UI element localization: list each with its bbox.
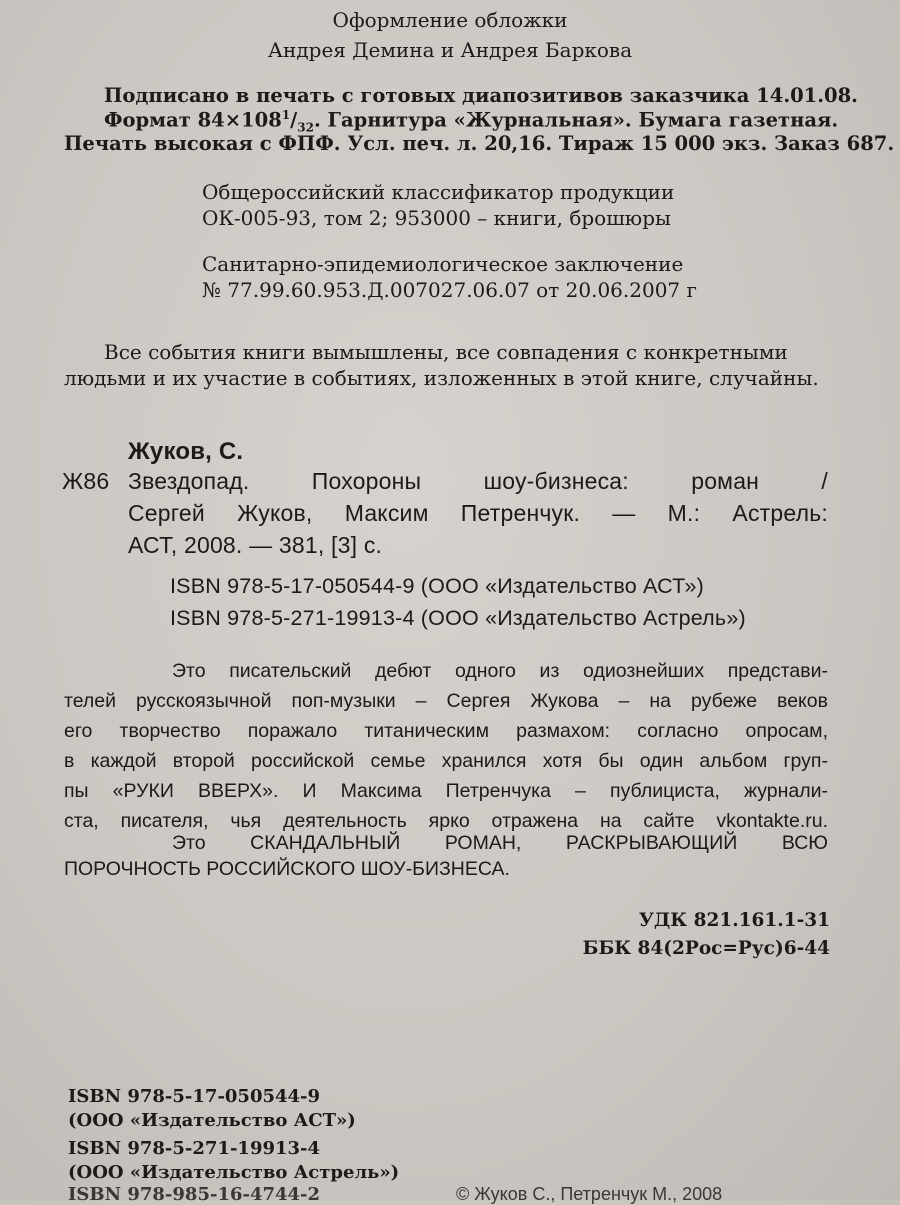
catalog-line-2: Сергей Жуков, Максим Петренчук. — М.: Астрель: (128, 500, 828, 526)
format-sup: 1 (281, 108, 291, 122)
footer-publisher-1: (ООО «Издательство АСТ») (68, 1110, 356, 1131)
cover-design-line-1: Оформление обложки (332, 8, 568, 32)
catalog-author: Жуков, С. (128, 438, 244, 465)
annotation-line-8: ПОРОЧНОСТЬ РОССИЙСКОГО ШОУ-БИЗНЕСА. (64, 858, 510, 880)
imprint-line-3: Печать высокая с ФПФ. Усл. печ. л. 20,16. Тираж 15 000 экз. Заказ 687. (64, 132, 895, 155)
sanitary-line-1: Санитарно-эпидемиологическое заключение (202, 252, 684, 276)
catalog-code: Ж86 (62, 468, 110, 494)
format-post: . Гарнитура «Журнальная». Бумага газетная. (313, 108, 839, 132)
bbk-code: ББК 84(2Рос=Рус)6-44 (582, 938, 830, 959)
format-sub: 32 (297, 120, 314, 135)
footer-isbn-1: ISBN 978-5-17-050544-9 (68, 1086, 321, 1107)
sanitary-line-2: № 77.99.60.953.Д.007027.06.07 от 20.06.2007 г (202, 278, 697, 302)
footer-publisher-2: (ООО «Издательство Астрель») (68, 1162, 400, 1183)
catalog-line-3: АСТ, 2008. — 381, [3] с. (128, 532, 383, 558)
footer-isbn-2: ISBN 978-5-271-19913-4 (68, 1138, 321, 1159)
disclaimer-line-2: людьми и их участие в событиях, изложенных в этой книге, случайны. (64, 366, 819, 390)
catalog-isbn-2: ISBN 978-5-271-19913-4 (ООО «Издательство Астрель») (170, 606, 746, 630)
imprint-line-1: Подписано в печать с готовых диапозитивов заказчика 14.01.08. (104, 84, 858, 107)
classifier-line-2: ОК-005-93, том 2; 953000 – книги, брошюры (202, 206, 671, 230)
footer-isbn-3: ISBN 978-985-16-4744-2 (68, 1184, 321, 1205)
copyright-notice: © Жуков С., Петренчук М., 2008 (456, 1184, 723, 1204)
annotation-line-2: телей русскоязычной поп-музыки – Сергея Жукова – на рубеже веков (64, 690, 828, 712)
annotation-line-3: его творчество поражало титаническим размахом: согласно опросам, (64, 720, 828, 742)
format-slash: / (290, 108, 298, 132)
annotation-line-5: пы «РУКИ ВВЕРХ». И Максима Петренчука – публициста, журнали- (64, 780, 828, 802)
disclaimer-line-1: Все события книги вымышлены, все совпадения с конкретными (104, 340, 788, 364)
catalog-isbn-1: ISBN 978-5-17-050544-9 (ООО «Издательство АСТ») (170, 574, 705, 598)
classifier-line-1: Общероссийский классификатор продукции (202, 180, 675, 204)
format-text: Формат 84×108 (104, 108, 282, 132)
udk-code: УДК 821.161.1-31 (638, 910, 830, 931)
annotation-line-1: Это писательский дебют одного из одиознейших представи- (172, 660, 828, 682)
imprint-line-2 (104, 108, 838, 134)
annotation-line-4: в каждой второй российской семье хранился хотя бы один альбом груп- (64, 750, 828, 772)
annotation-line-7: Это СКАНДАЛЬНЫЙ РОМАН, РАСКРЫВАЮЩИЙ ВСЮ (172, 832, 828, 854)
catalog-line-1: Звездопад. Похороны шоу-бизнеса: роман / (128, 468, 828, 494)
annotation-line-6: ста, писателя, чья деятельность ярко отражена на сайте vkontakte.ru. (64, 810, 828, 832)
cover-design-line-2: Андрея Демина и Андрея Баркова (267, 38, 633, 62)
